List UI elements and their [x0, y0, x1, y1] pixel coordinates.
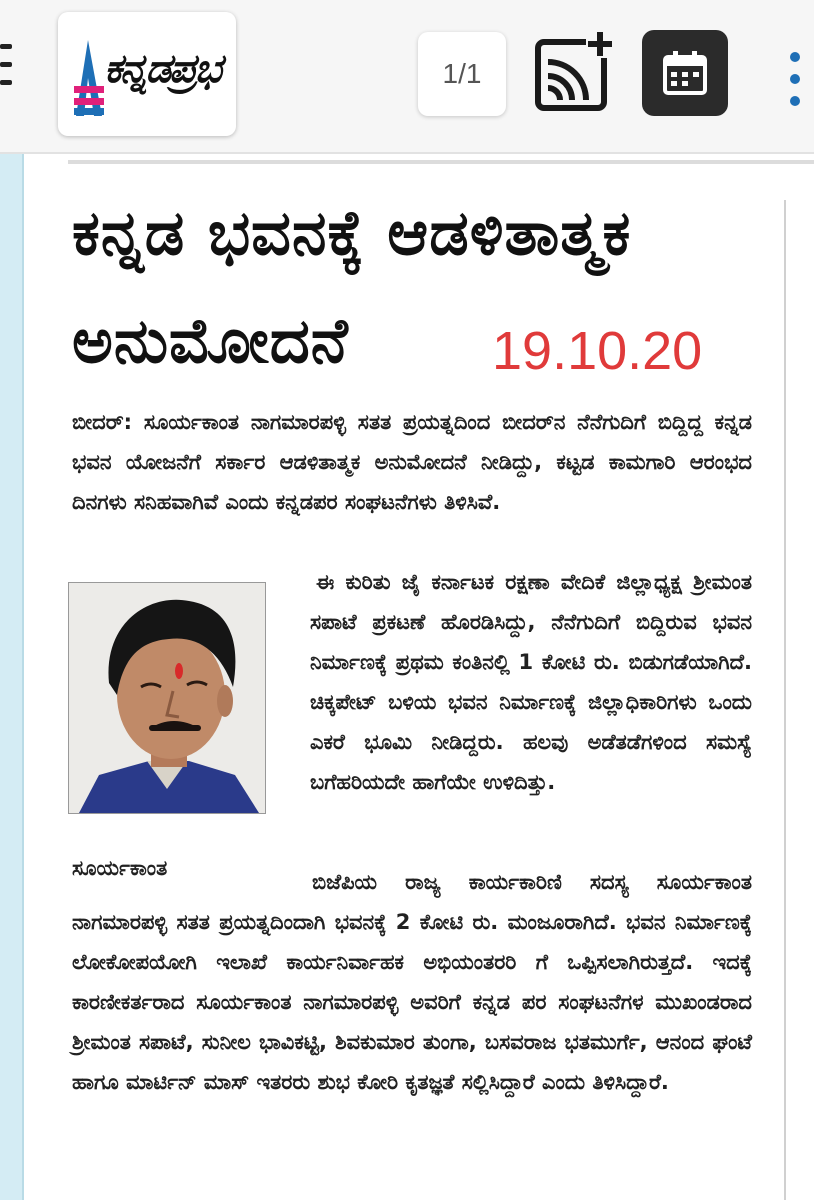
logo-mark-icon	[72, 38, 106, 118]
more-vert-icon[interactable]	[786, 52, 804, 110]
publication-logo[interactable]	[58, 12, 236, 136]
left-page-edge	[0, 154, 24, 1200]
add-feed-icon[interactable]	[534, 30, 616, 112]
paragraph-3: ಬಿಜೆಪಿಯ ರಾಜ್ಯ ಕಾರ್ಯಕಾರಿಣಿ ಸದಸ್ಯ ಸೂರ್ಯಕಾಂತ ನಾಗಮಾರಪಳ್ಳಿ ಸತತ ಪ್ರಯತ್ನದಿಂದಾಗಿ ಭವನಕ್ಕೆ 2 ಕೋಟಿ ರು. ಮಂಜೂರಾಗಿದೆ. ಭವನ ನಿರ್ಮಾಣಕ್ಕೆ ಲೋಕೋಪಯೋಗಿ ಇಲಾಖೆ ಕಾರ್ಯನಿರ್ವಾಹಕ ಅಭಿಯಂತರರಿ ಗೆ ಒಪ್ಪಿಸಲಾಗಿರುತ್ತದೆ. ಇದಕ್ಕೆ ಕಾರಣೀಕರ್ತರಾದ ಸೂರ್ಯಕಾಂತ ನಾಗಮಾರಪಳ್ಳಿ ಅವರಿಗೆ ಕನ್ನಡ ಪರ ಸಂಘಟನೆಗಳ ಮುಖಂಡರಾದ ಶ್ರೀಮಂತ ಸಪಾಟೆ, ಸುನೀಲ ಭಾವಿಕಟ್ಟಿ, ಶಿವಕುಮಾರ ತುಂಗಾ, ಬಸವರಾಜ ಭತಮುರ್ಗೆ, ಆನಂದ ಘಂಟೆ ಹಾಗೂ ಮಾರ್ಟಿನ್ ಮಾಸ್ ಇತರರು ಶುಭ ಕೋರಿ ಕೃತಜ್ಞತೆ ಸಲ್ಲಿಸಿದ್ದಾರೆ ಎಂದು ತಿಳಿಸಿದ್ದಾರೆ.	[72, 870, 752, 1094]
headline-line-1: ಕನ್ನಡ ಭವನಕ್ಕೆ ಆಡಳಿತಾತ್ಮಕ	[72, 196, 632, 269]
photo-caption: ಸೂರ್ಯಕಾಂತ	[72, 856, 168, 880]
paragraph-1-text: ಸೂರ್ಯಕಾಂತ ನಾಗಮಾರಪಳ್ಳಿ ಸತತ ಪ್ರಯತ್ನದಿಂದ ಬೀದರ್‌ನ ನೆನೆಗುದಿಗೆ ಬಿದ್ದಿದ್ದ ಕನ್ನಡ ಭವನ ಯೋಜನೆಗೆ ಸರ್ಕಾರ ಆಡಳಿತಾತ್ಮಕ ಅನುಮೋದನೆ ನೀಡಿದ್ದು, ಕಟ್ಟಡ ಕಾಮಗಾರಿ ಆರಂಭದ ದಿನಗಳು ಸನಿಹವಾಗಿವೆ ಎಂದು ಕನ್ನಡಪರ ಸಂಘಟನೆಗಳು ತಿಳಿಸಿವೆ.	[72, 410, 752, 514]
page-top-rule	[68, 160, 814, 164]
handwritten-date: 19.10.20	[492, 321, 703, 381]
menu-icon[interactable]	[0, 44, 14, 90]
calendar-icon	[662, 50, 708, 96]
paragraph-2: ಈ ಕುರಿತು ಜೈ ಕರ್ನಾಟಕ ರಕ್ಷಣಾ ವೇದಿಕೆ ಜಿಲ್ಲಾಧ್ಯಕ್ಷ ಶ್ರೀಮಂತ ಸಪಾಟೆ ಪ್ರಕಟಣೆ ಹೊರಡಿಸಿದ್ದು, ನೆನೆಗುದಿಗೆ ಬಿದ್ದಿರುವ ಭವನ ನಿರ್ಮಾಣಕ್ಕೆ ಪ್ರಥಮ ಕಂತಿನಲ್ಲಿ 1 ಕೋಟಿ ರು. ಬಿಡುಗಡೆಯಾಗಿದೆ. ಚಿಕ್ಕಪೇಟ್ ಬಳಿಯ ಭವನ ನಿರ್ಮಾಣಕ್ಕೆ ಜಿಲ್ಲಾಧಿಕಾರಿಗಳು ಒಂದು ಎಕರೆ ಭೂಮಿ ನೀಡಿದ್ದರು. ಹಲವು ಅಡೆತಡೆಗಳಿಂದ ಸಮಸ್ಯೆ ಬಗೆಹರಿಯದೇ ಹಾಗೆಯೇ ಉಳಿದಿತ್ತು.	[310, 570, 752, 794]
portrait-photo	[68, 582, 266, 814]
right-page-edge	[784, 200, 786, 1200]
dateline: ಬೀದರ್:	[72, 410, 133, 434]
calendar-button[interactable]	[642, 30, 728, 116]
logo-wordmark: ಕನ್ನಡಪ್ರಭ	[104, 46, 220, 92]
app-toolbar	[0, 0, 814, 154]
headline-line-2: ಅನುಮೋದನೆ	[72, 304, 349, 377]
paragraph-1	[72, 402, 752, 522]
page-indicator[interactable]: 1/1	[418, 32, 506, 116]
